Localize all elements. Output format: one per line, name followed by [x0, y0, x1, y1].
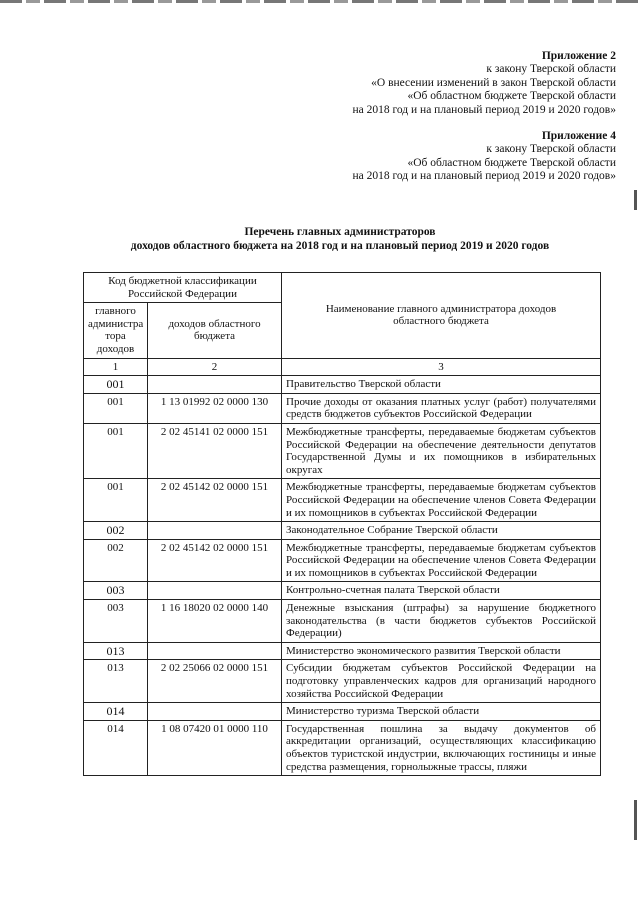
annex-line: «Об областном бюджете Тверской области — [407, 156, 616, 169]
annex-line: на 2018 год и на плановый период 2019 и 2020 годов» — [352, 170, 616, 183]
income-row — [84, 423, 601, 478]
administrator-code-cell: 014 — [84, 720, 148, 775]
title-line-2: доходов областного бюджета на 2018 год и на плановый период 2019 и 2020 годов — [130, 240, 550, 252]
administrator-code-cell: 001 — [84, 479, 148, 522]
table-body — [84, 376, 601, 776]
administrator-heading-row — [84, 642, 601, 660]
income-code-cell: 2 02 25066 02 0000 151 — [148, 660, 282, 703]
scan-edge-mark — [634, 190, 637, 210]
administrators-table — [83, 272, 601, 776]
administrator-name-cell: Денежные взыскания (штрафы) за нарушение бюджетного законодательства (в части бюджетов субъектов Российской Федерации) — [282, 600, 601, 643]
annex-2-header: Приложение 2 — [541, 50, 616, 62]
annex-line: к закону Тверской области — [486, 143, 616, 156]
income-code-cell — [148, 582, 282, 600]
annex-line: «О внесении изменений в закон Тверской области — [371, 76, 616, 89]
income-row — [84, 393, 601, 423]
administrator-code-cell: 001 — [84, 423, 148, 478]
income-code-cell — [148, 642, 282, 660]
administrator-code-cell: 003 — [84, 600, 148, 643]
annex-line: на 2018 год и на плановый период 2019 и 2020 годов» — [352, 103, 616, 116]
administrator-heading-row — [84, 703, 601, 721]
column-number: 1 — [84, 358, 148, 376]
administrator-name-cell: Межбюджетные трансферты, передаваемые бюджетам субъектов Российской Федерации на обеспечение членов Совета Федерации и их помощников в субъектах Российской Федерации — [282, 539, 601, 582]
header-budget-code: Код бюджетной классификации Российской Федерации — [84, 273, 282, 303]
scan-edge-mark — [634, 800, 637, 840]
income-row — [84, 539, 601, 582]
administrator-name-cell: Законодательное Собрание Тверской области — [282, 522, 601, 540]
scan-top-border — [0, 0, 640, 3]
header-income-code: доходов областного бюджета — [148, 303, 282, 358]
income-row — [84, 600, 601, 643]
income-code-cell — [148, 522, 282, 540]
administrator-code-cell: 001 — [84, 393, 148, 423]
administrator-name-cell: Межбюджетные трансферты, передаваемые бюджетам субъектов Российской Федерации на обеспечение членов Совета Федерации и их помощников в субъектах Российской Федерации — [282, 479, 601, 522]
administrator-code-cell: 003 — [84, 582, 148, 600]
column-number: 3 — [282, 358, 601, 376]
administrator-heading-row — [84, 522, 601, 540]
income-code-cell: 1 16 18020 02 0000 140 — [148, 600, 282, 643]
income-code-cell: 2 02 45142 02 0000 151 — [148, 479, 282, 522]
income-code-cell: 1 08 07420 01 0000 110 — [148, 720, 282, 775]
administrator-heading-row — [84, 376, 601, 394]
administrator-code-cell: 001 — [84, 376, 148, 394]
income-code-cell: 2 02 45141 02 0000 151 — [148, 423, 282, 478]
administrator-name-cell: Контрольно-счетная палата Тверской области — [282, 582, 601, 600]
income-code-cell: 2 02 45142 02 0000 151 — [148, 539, 282, 582]
income-row — [84, 720, 601, 775]
annex-line: «Об областном бюджете Тверской области — [407, 90, 616, 103]
income-code-cell — [148, 703, 282, 721]
administrator-name-cell: Министерство экономического развития Тверской области — [282, 642, 601, 660]
annex-line: к закону Тверской области — [486, 63, 616, 76]
annex-4-header: Приложение 4 — [541, 130, 616, 142]
administrator-heading-row — [84, 582, 601, 600]
administrator-code-cell: 002 — [84, 522, 148, 540]
administrator-name-cell: Государственная пошлина за выдачу документов об аккредитации организаций, осуществляющих классификацию объектов туристской индустрии, включающих гостиницы и иные средства размещения, горнолыжные трассы, пляжи — [282, 720, 601, 775]
administrator-name-cell: Министерство туризма Тверской области — [282, 703, 601, 721]
income-code-cell: 1 13 01992 02 0000 130 — [148, 393, 282, 423]
income-code-cell — [148, 376, 282, 394]
administrator-code-cell: 013 — [84, 642, 148, 660]
income-row — [84, 479, 601, 522]
administrator-code-cell: 013 — [84, 660, 148, 703]
administrator-code-cell: 002 — [84, 539, 148, 582]
income-row — [84, 660, 601, 703]
title-line-1: Перечень главных администраторов — [244, 226, 436, 238]
document-title — [60, 225, 620, 253]
header-administrator-name: Наименование главного администратора доходов областного бюджета — [282, 273, 601, 359]
administrator-name-cell: Субсидии бюджетам субъектов Российской Федерации на подготовку управленческих кадров для организаций народного хозяйства Российской Федерации — [282, 660, 601, 703]
administrator-code-cell: 014 — [84, 703, 148, 721]
header-administrator-code: главного администра тора доходов — [84, 303, 148, 358]
annex-2-block — [256, 50, 616, 117]
annex-4-block — [256, 130, 616, 184]
administrator-name-cell: Прочие доходы от оказания платных услуг (работ) получателями средств бюджетов субъектов Российской Федерации — [282, 393, 601, 423]
column-number: 2 — [148, 358, 282, 376]
administrator-name-cell: Межбюджетные трансферты, передаваемые бюджетам субъектов Российской Федерации на обеспечение деятельности депутатов Государственной Думы и их помощников в избирательных округах — [282, 423, 601, 478]
administrator-name-cell: Правительство Тверской области — [282, 376, 601, 394]
